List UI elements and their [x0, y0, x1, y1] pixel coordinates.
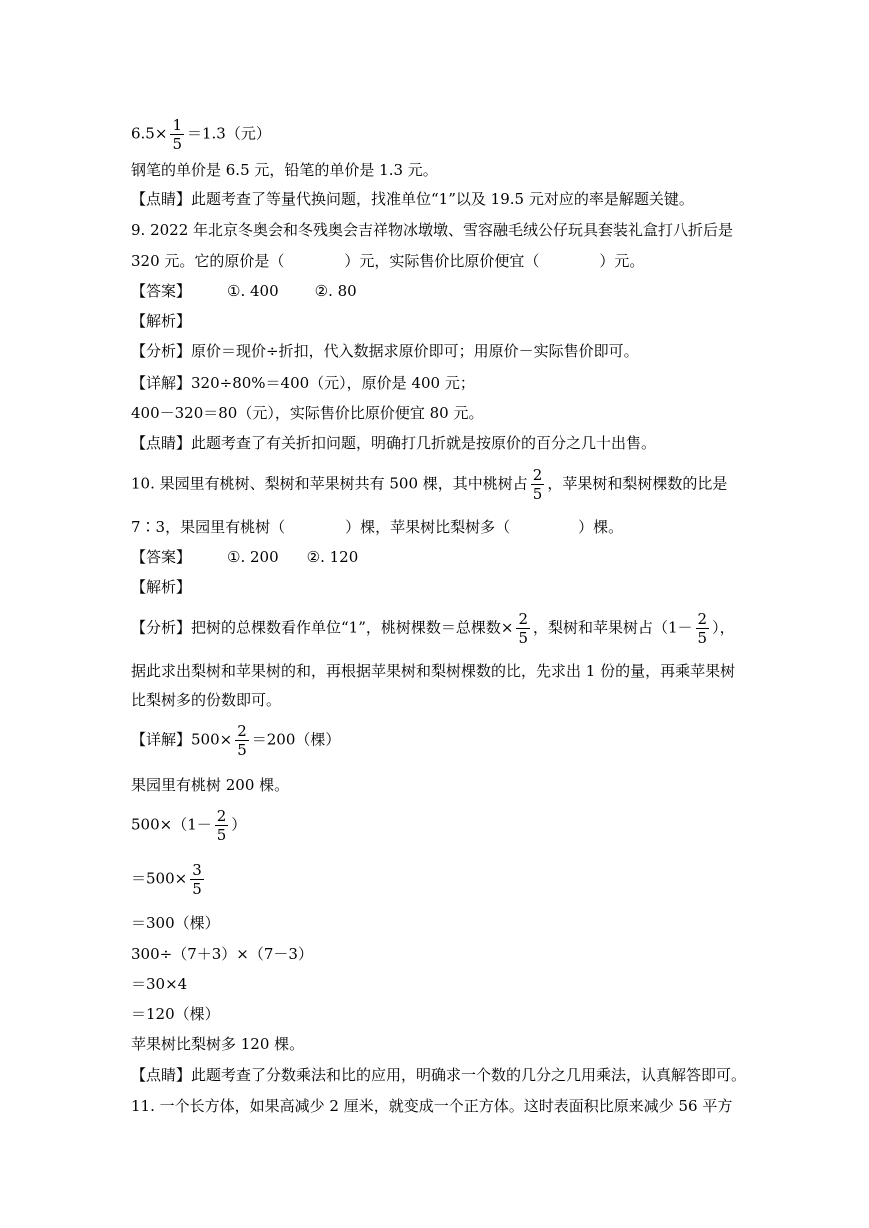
- denominator: 5: [172, 135, 182, 153]
- text: 320 元。它的原价是（: [131, 252, 285, 270]
- fraction: [170, 116, 184, 153]
- q9-fenxi: 【分析】原价＝现价÷折扣，代入数据求原价即可；用原价－实际售价即可。: [131, 342, 639, 360]
- text: ）棵，苹果树比梨树多（: [345, 518, 511, 536]
- text: 【分析】把树的总棵数看作单位“1”，桃树棵数＝总棵数×: [131, 618, 514, 637]
- text: ）元，实际售价比原价便宜（: [344, 252, 540, 270]
- denominator: 5: [518, 629, 528, 647]
- q10-fenxi3: 比梨树多的份数即可。: [131, 691, 282, 709]
- denominator: 5: [192, 880, 202, 898]
- q9-jiexi: 【解析】: [131, 312, 192, 330]
- pen-price-line: 钢笔的单价是 6.5 元，铅笔的单价是 1.3 元。: [131, 161, 438, 179]
- q9-line1: 9. 2022 年北京冬奥会和冬残奥会吉祥物冰墩墩、雪容融毛绒公仔玩具套装礼盒打八折后是: [131, 221, 734, 239]
- denominator: 5: [697, 629, 708, 647]
- text: 【详解】500×: [131, 730, 233, 749]
- q9-answer: [131, 281, 357, 301]
- line-6.5-times-fifth: [131, 116, 271, 153]
- q10-s5: 300÷（7＋3）×（7－3）: [131, 945, 313, 963]
- fraction: [190, 861, 204, 898]
- q10-answer: [131, 547, 358, 567]
- text: ，苹果树和梨树棵数的比是: [547, 474, 728, 493]
- denominator: 5: [237, 741, 247, 759]
- text: ），: [712, 618, 735, 637]
- q10-s6: ＝30×4: [131, 975, 188, 993]
- q9-xiangjie2: 400－320＝80（元），实际售价比原价便宜 80 元。: [131, 404, 484, 422]
- answer-label: 【答案】: [131, 548, 192, 566]
- numerator: 2: [216, 807, 227, 825]
- text: 10. 果园里有桃树、梨树和苹果树共有 500 棵，其中桃树占: [131, 474, 528, 493]
- text: ＝200（棵）: [251, 730, 341, 749]
- fraction: [696, 610, 710, 647]
- numerator: 2: [532, 466, 543, 484]
- fraction: [215, 807, 229, 844]
- q10-s7: ＝120（棵）: [131, 1005, 220, 1023]
- answer-2: ②. 120: [306, 548, 359, 566]
- q10-xiangjie1: [131, 722, 340, 759]
- q10-fenxi2: 据此求出梨树和苹果树的和，再根据苹果树和梨树棵数的比，先求出 1 份的量，再乘苹果树: [131, 662, 736, 680]
- dianjing-8: 【点睛】此题考查了等量代换问题，找准单位“1”以及 19.5 元对应的率是解题关键。: [131, 190, 694, 208]
- text: 6.5×: [131, 124, 168, 143]
- q10-jiexi: 【解析】: [131, 578, 192, 596]
- text: ＝500×: [131, 869, 188, 888]
- q10-s2: [131, 807, 246, 844]
- fraction: [516, 610, 530, 647]
- q10-s3: [131, 861, 207, 898]
- answer-1: ①. 200: [227, 548, 279, 566]
- text: ＝1.3（元）: [186, 124, 271, 143]
- q10-s8: 苹果树比梨树多 120 棵。: [131, 1035, 305, 1053]
- text: ）: [231, 815, 247, 834]
- text: ）棵。: [578, 518, 624, 536]
- numerator: 2: [237, 722, 247, 740]
- text: ）元。: [599, 252, 645, 270]
- text: 500×（1－: [131, 815, 212, 834]
- answer-label: 【答案】: [131, 282, 192, 300]
- denominator: 5: [216, 826, 227, 844]
- numerator: 1: [172, 116, 182, 134]
- text: 7∶3，果园里有桃树（: [131, 518, 286, 536]
- q10-fenxi1: [131, 610, 735, 647]
- q10-dianjing: 【点睛】此题考查了分数乘法和比的应用，明确求一个数的几分之几用乘法，认真解答即可。: [131, 1066, 747, 1084]
- fraction: [531, 466, 545, 503]
- q11-line1: 11. 一个长方体，如果高减少 2 厘米，就变成一个正方体。这时表面积比原来减少 56 平方: [131, 1097, 733, 1115]
- q10-s4: ＝300（棵）: [131, 914, 220, 932]
- numerator: 2: [518, 610, 528, 628]
- answer-1: ①. 400: [227, 282, 279, 300]
- q9-line2: [131, 251, 644, 271]
- numerator: 3: [192, 861, 202, 879]
- q10-line2: [131, 517, 623, 537]
- numerator: 2: [697, 610, 708, 628]
- fraction: [235, 722, 249, 759]
- q9-dianjing: 【点睛】此题考查了有关折扣问题，明确打几折就是按原价的百分之几十出售。: [131, 434, 657, 452]
- denominator: 5: [532, 485, 543, 503]
- q10-s1: 果园里有桃树 200 棵。: [131, 776, 290, 794]
- answer-2: ②. 80: [314, 282, 357, 300]
- text: ，梨树和苹果树占（1－: [533, 618, 693, 637]
- q10-line1: [131, 466, 727, 503]
- q9-xiangjie1: 【详解】320÷80%＝400（元），原价是 400 元；: [131, 374, 475, 392]
